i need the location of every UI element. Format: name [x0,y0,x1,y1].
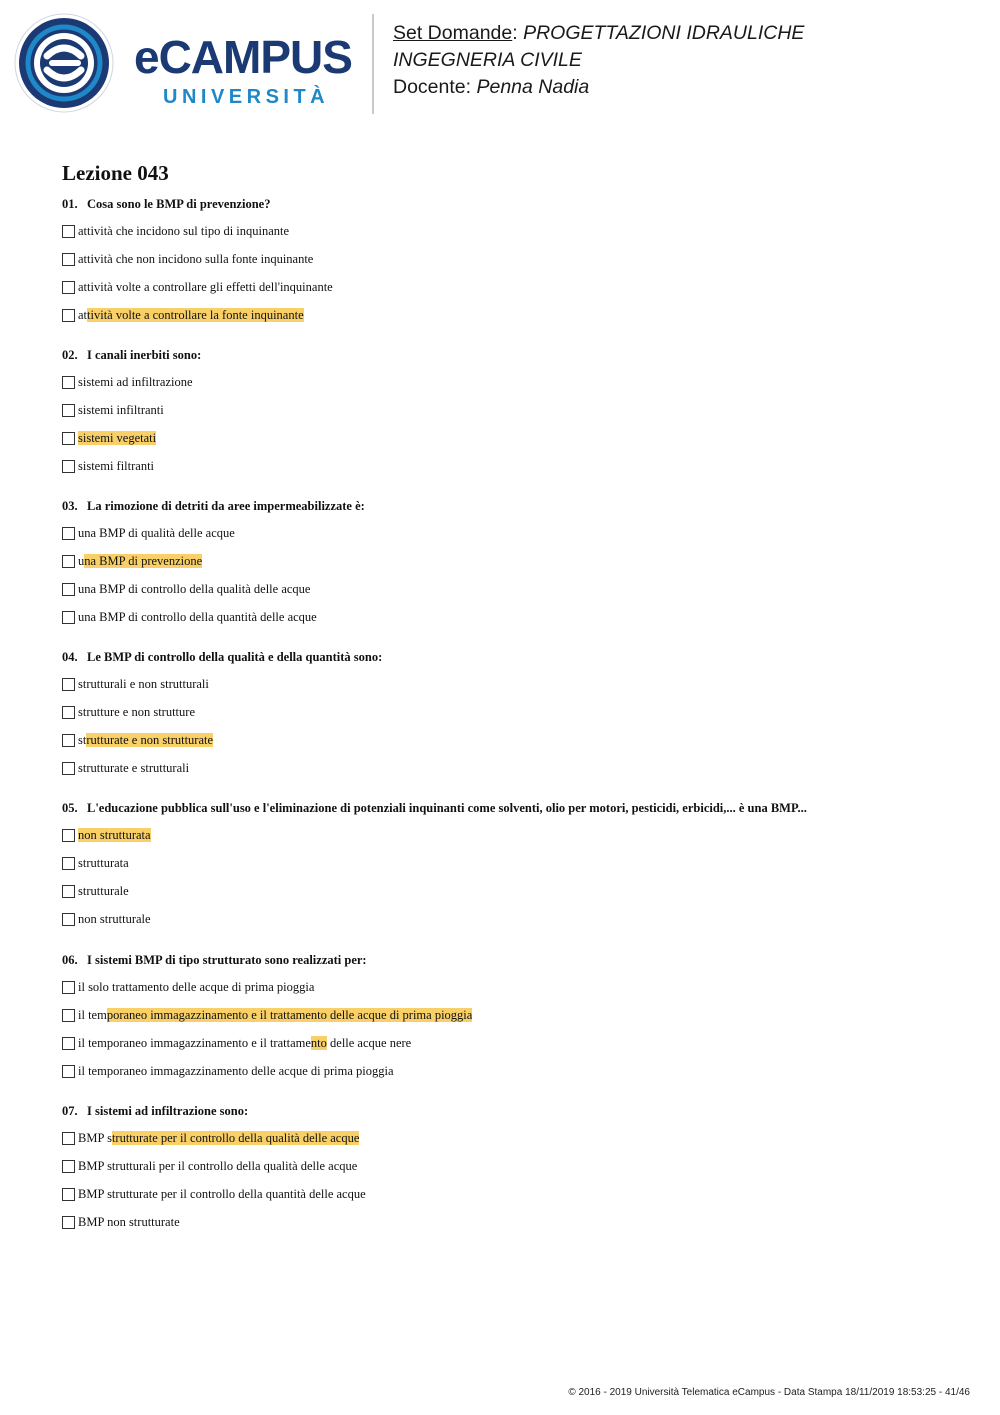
checkbox[interactable] [62,225,75,238]
checkbox[interactable] [62,404,75,417]
highlighted-answer-text: trutturate per il controllo della qualità delle acque [111,1131,360,1145]
checkbox[interactable] [62,829,75,842]
checkbox[interactable] [62,706,75,719]
question-number: 02. [62,348,78,362]
checkbox[interactable] [62,1009,75,1022]
question-number: 04. [62,650,78,664]
answer-option[interactable] [62,1007,472,1023]
checkbox[interactable] [62,857,75,870]
answer-text: sistemi filtranti [78,459,155,473]
answer-text: BMP s [78,1131,112,1145]
question-number: 05. [62,801,78,815]
answer-option[interactable] [62,1035,411,1051]
course-name: INGEGNERIA CIVILE [393,49,582,71]
page-footer: © 2016 - 2019 Università Telematica eCampus - Data Stampa 18/11/2019 18:53:25 - 41/46 [568,1387,970,1398]
question-label: Le BMP di controllo della qualità e della quantità sono: [87,650,383,664]
highlighted-answer-text: nto [310,1036,327,1050]
question-text [62,499,365,514]
answer-option[interactable] [62,458,154,474]
universita-wordmark: UNIVERSITÀ [163,86,330,108]
answer-text: sistemi ad infiltrazione [78,375,193,389]
answer-text: il tem [78,1008,107,1022]
answer-text: sistemi infiltranti [78,403,164,417]
answer-option[interactable] [62,760,189,776]
ecampus-logo-badge [14,13,114,113]
answer-text: BMP strutturali per il controllo della qualità delle acque [78,1159,358,1173]
answer-option[interactable] [62,553,202,569]
set-label: Set Domande [393,22,513,44]
checkbox[interactable] [62,1065,75,1078]
answer-text: strutturali e non strutturali [78,677,209,691]
page-header [0,0,1000,125]
checkbox[interactable] [62,309,75,322]
answer-option[interactable] [62,676,209,692]
question-text [62,650,382,665]
set-title: PROGETTAZIONI IDRAULICHE [523,22,805,44]
answer-option[interactable] [62,1130,359,1146]
answer-text: u [78,554,85,568]
checkbox[interactable] [62,611,75,624]
checkbox[interactable] [62,432,75,445]
question-label: I sistemi BMP di tipo strutturato sono realizzati per: [87,953,367,967]
answer-text: strutturate e strutturali [78,761,190,775]
header-divider [372,14,374,114]
answer-option[interactable] [62,1063,394,1079]
question-number: 06. [62,953,78,967]
checkbox[interactable] [62,678,75,691]
checkbox[interactable] [62,253,75,266]
question-text [62,197,270,212]
answer-option[interactable] [62,1186,366,1202]
answer-text: il temporaneo immagazzinamento e il trattame [78,1036,311,1050]
highlighted-answer-text: tività volte a controllare la fonte inquinante [87,308,304,322]
answer-option[interactable] [62,1158,357,1174]
docente-name: Penna Nadia [476,76,590,98]
answer-text: il solo trattamento delle acque di prima pioggia [78,980,315,994]
highlighted-answer-text: rutturate e non strutturate [86,733,214,747]
answer-option[interactable] [62,374,193,390]
question-label: I sistemi ad infiltrazione sono: [87,1104,249,1118]
checkbox[interactable] [62,734,75,747]
answer-text: una BMP di qualità delle acque [78,526,235,540]
answer-option[interactable] [62,827,151,843]
checkbox[interactable] [62,1188,75,1201]
highlighted-answer-text: na BMP di prevenzione [84,554,203,568]
checkbox[interactable] [62,1216,75,1229]
checkbox[interactable] [62,1160,75,1173]
answer-option[interactable] [62,430,156,446]
checkbox[interactable] [62,913,75,926]
answer-option[interactable] [62,251,313,267]
question-text [62,1104,248,1119]
answer-option[interactable] [62,732,213,748]
answer-text: attività che incidono sul tipo di inquinante [78,224,290,238]
highlighted-answer-text: poraneo immagazzinamento e il trattamento delle acque di prima pioggia [106,1008,473,1022]
question-text [62,953,367,968]
answer-option[interactable] [62,911,151,927]
answer-option[interactable] [62,609,317,625]
checkbox[interactable] [62,762,75,775]
docente-label: Docente: [393,76,472,98]
ecampus-wordmark: eCAMPUS [134,31,352,83]
question-number: 03. [62,499,78,513]
answer-option[interactable] [62,307,304,323]
checkbox[interactable] [62,376,75,389]
answer-text: non strutturale [78,912,151,926]
checkbox[interactable] [62,555,75,568]
answer-text: strutturata [78,856,129,870]
answer-text: delle acque nere [326,1036,412,1050]
answer-text: una BMP di controllo della qualità delle acque [78,582,311,596]
answer-option[interactable] [62,223,289,239]
answer-text: BMP strutturate per il controllo della quantità delle acque [78,1187,366,1201]
question-label: L'educazione pubblica sull'uso e l'eliminazione di potenziali inquinanti come solventi, olio per motori, pesticidi, erbicidi,... è una BMP... [87,801,807,815]
answer-text: il temporaneo immagazzinamento delle acque di prima pioggia [78,1064,394,1078]
answer-option[interactable] [62,704,195,720]
answer-text: attività volte a controllare gli effetti dell'inquinante [78,280,333,294]
answer-text: st [78,733,87,747]
question-number: 07. [62,1104,78,1118]
question-label: Cosa sono le BMP di prevenzione? [87,197,271,211]
answer-text: strutturale [78,884,129,898]
answer-option[interactable] [62,279,333,295]
answer-option[interactable] [62,1214,180,1230]
question-text [62,348,201,363]
highlighted-answer-text: sistemi vegetati [78,431,157,445]
answer-text: at [78,308,88,322]
answer-option[interactable] [62,402,164,418]
checkbox[interactable] [62,583,75,596]
answer-option[interactable] [62,855,129,871]
checkbox[interactable] [62,885,75,898]
checkbox[interactable] [62,981,75,994]
header-info: Set Domande: PROGETTAZIONI IDRAULICHE INGEGNERIA CIVILE Docente: Penna Nadia [393,22,805,98]
checkbox[interactable] [62,460,75,473]
answer-text: una BMP di controllo della quantità delle acque [78,610,317,624]
highlighted-answer-text: non strutturata [78,828,151,842]
answer-option[interactable] [62,525,235,541]
answer-option[interactable] [62,883,129,899]
answer-text: strutture e non strutture [78,705,195,719]
lesson-title: Lezione 043 [62,161,169,185]
question-label: I canali inerbiti sono: [87,348,202,362]
checkbox[interactable] [62,1037,75,1050]
question-number: 01. [62,197,78,211]
answer-text: attività che non incidono sulla fonte inquinante [78,252,314,266]
question-text [62,801,807,816]
answer-text: BMP non strutturate [78,1215,180,1229]
answer-option[interactable] [62,581,310,597]
checkbox[interactable] [62,281,75,294]
checkbox[interactable] [62,527,75,540]
checkbox[interactable] [62,1132,75,1145]
question-label: La rimozione di detriti da aree impermeabilizzate è: [87,499,365,513]
answer-option[interactable] [62,979,314,995]
